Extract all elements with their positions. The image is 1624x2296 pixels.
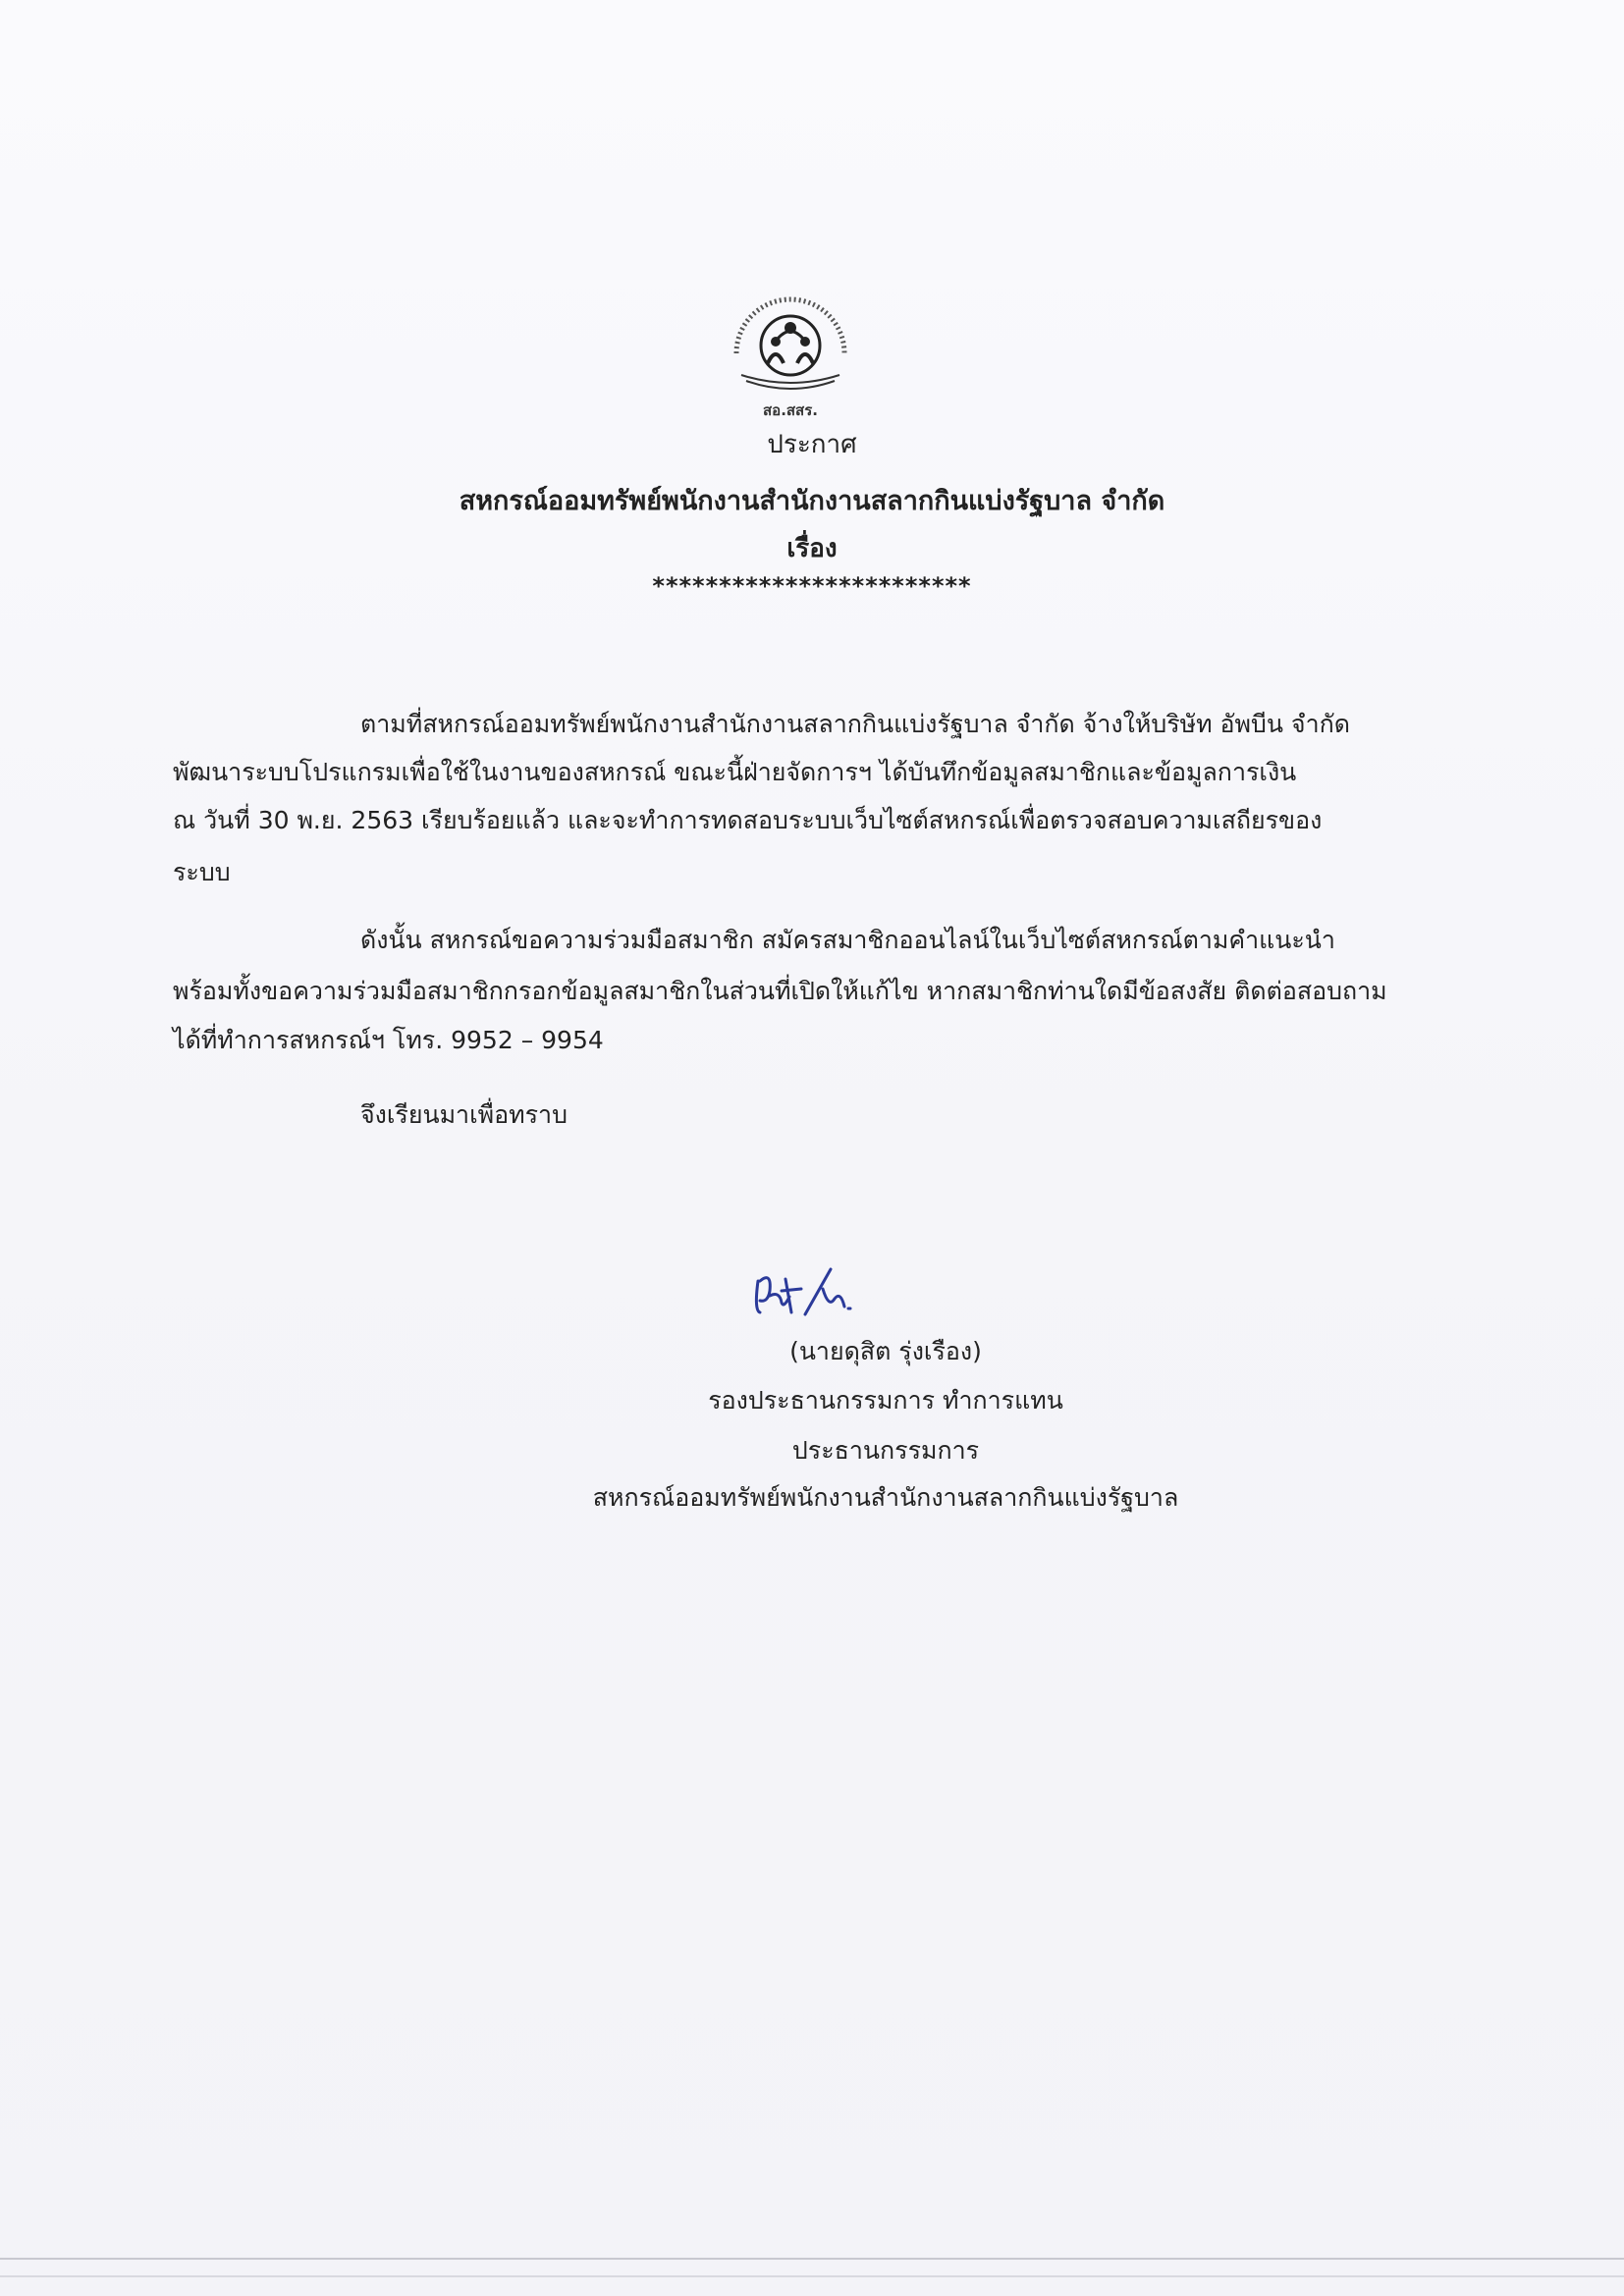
paragraph-2-line-1: ดังนั้น สหกรณ์ขอความร่วมมือสมาชิก สมัครสมาชิกออนไลน์ในเว็บไซต์สหกรณ์ตามคำแนะนำ bbox=[360, 926, 1335, 954]
paragraph-2-line-2: พร้อมทั้งขอความร่วมมือสมาชิกกรอกข้อมูลสมาชิกในส่วนที่เปิดให้แก้ไข หากสมาชิกท่านใดมีข้อสงสัย ติดต่อสอบถาม bbox=[173, 977, 1387, 1005]
closing-line: จึงเรียนมาเพื่อทราบ bbox=[360, 1100, 568, 1129]
scan-artifact-line bbox=[0, 2275, 1624, 2277]
paragraph-2-line-3: ได้ที่ทำการสหกรณ์ฯ โทร. 9952 – 9954 bbox=[173, 1026, 604, 1054]
scan-artifact-line bbox=[0, 2258, 1624, 2260]
title-separator: ************************ bbox=[652, 572, 972, 600]
subject-label: เรื่อง bbox=[786, 534, 838, 563]
paragraph-1-line-3: ณ วันที่ 30 พ.ย. 2563 เรียบร้อยแล้ว และจะทำการทดสอบระบบเว็บไซต์สหกรณ์เพื่อตรวจสอบความเสถียรของ bbox=[173, 806, 1323, 834]
signatory-organization: สหกรณ์ออมทรัพย์พนักงานสำนักงานสลากกินแบ่งรัฐบาล bbox=[592, 1483, 1179, 1512]
paragraph-1-line-2: พัฒนาระบบโปรแกรมเพื่อใช้ในงานของสหกรณ์ ขณะนี้ฝ่ายจัดการฯ ได้บันทึกข้อมูลสมาชิกและข้อมูลการเงิน bbox=[173, 758, 1297, 786]
handwritten-signature bbox=[746, 1252, 884, 1330]
paragraph-1-line-1: ตามที่สหกรณ์ออมทรัพย์พนักงานสำนักงานสลากกินแบ่งรัฐบาล จำกัด จ้างให้บริษัท อัพบีน จำกัด bbox=[360, 710, 1350, 738]
cooperative-logo bbox=[707, 285, 874, 422]
signatory-acting-for: ประธานกรรมการ bbox=[791, 1436, 980, 1465]
signatory-name: (นายดุสิต รุ่งเรือง) bbox=[789, 1337, 982, 1365]
signatory-position: รองประธานกรรมการ ทำการแทน bbox=[708, 1386, 1063, 1415]
paragraph-1-line-4: ระบบ bbox=[173, 858, 231, 886]
organization-title: สหกรณ์ออมทรัพย์พนักงานสำนักงานสลากกินแบ่งรัฐบาล จำกัด bbox=[459, 486, 1165, 516]
logo-caption: สอ.สสร. bbox=[763, 401, 818, 419]
announcement-title: ประกาศ bbox=[767, 430, 857, 459]
